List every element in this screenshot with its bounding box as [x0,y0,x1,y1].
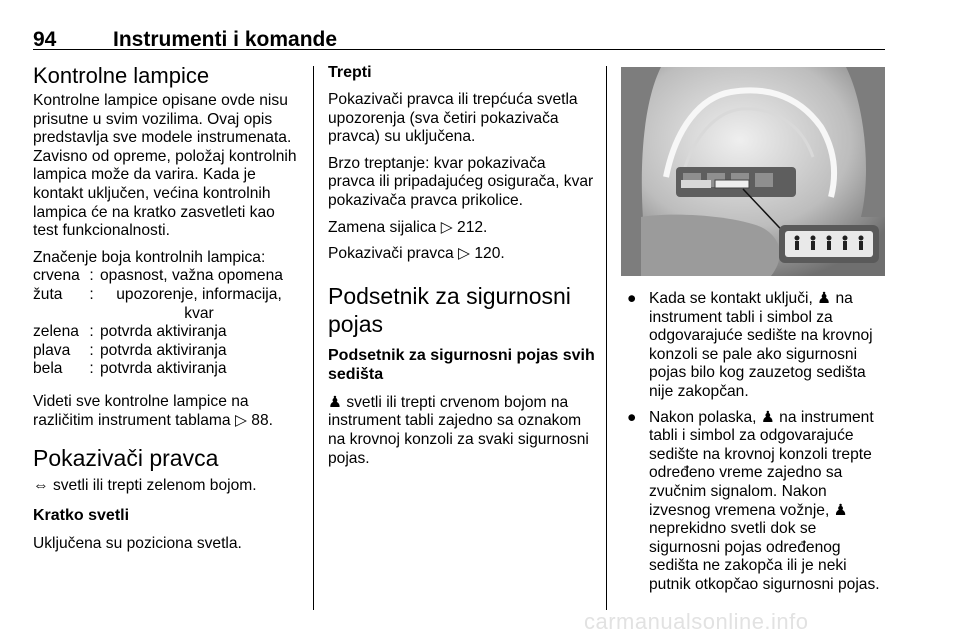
subheading-blinking: Trepti [328,64,372,81]
table-row: bela : potvrda aktiviranja [33,360,227,378]
bullet-dot-icon: ● [627,290,637,307]
column-right [621,290,887,602]
header-rule [33,49,885,50]
table-row: plava : potvrda aktiviranja [33,341,227,359]
table-row: žuta : upozorenje, informacija, kvar [33,285,282,322]
short-light-paragraph: Uključena su poziciona svetla. [33,534,242,552]
seatbelt-person-icon: ♟ [817,290,832,307]
intro-paragraph: Kontrolne lampice opisane ovde nisu prisutne u svim vozilima. Ovaj opis predstavlja sve modele instrumenata. Zavisno od opreme, položaj kontrolnih lampica može da varira. Kada je kontakt uključen, većina kontrolnih lampica će na kratko zasvetleti kao test funkcionalnosti. [33,92,297,240]
column-middle [328,63,596,468]
list-item: ● Nakon polaska, ♟ na instrument tabli i simbol za odgovarajuće sedište na krovnoj konzoli trepte određeno vreme zajedno sa zvučnim signalom. Nakon izvesnog vremena vožnje, ♟ neprekidno svetli dok se sigurnosni pojas određenog sedišta ne zakopča ili je neki putnik otkopčao sigurnosni pojas. [627,408,880,593]
bulb-reference: Zamena sijalica ▷ 212. [328,218,488,236]
table-row: crvena : opasnost, važna opomena [33,267,283,285]
page-reference-arrow-icon: ▷ [440,218,453,236]
table-row: zelena : potvrda aktiviranja [33,323,227,341]
subheading-short-light: Kratko svetli [33,506,130,524]
chapter-title: Instrumenti i komande [113,28,338,51]
column-divider-left [313,66,314,610]
turn-signal-arrows-icon: ⇔ [33,477,49,495]
overhead-console-photo [621,67,885,276]
seatbelt-person-icon: ♟ [328,393,342,411]
site-watermark: carmanualsonline.info [584,609,809,634]
blinking-paragraph: Pokazivači pravca ili trepćuća svetla upozorenja (sva četiri pokazivača pravca) su uključena. [328,91,578,146]
bullet-dot-icon: ● [627,408,637,426]
fast-blinking-paragraph: Brzo treptanje: kvar pokazivača pravca ili pripadajućeg osigurača, kvar pokazivača pravca prikolice. [328,154,594,209]
seatbelt-paragraph: ♟ svetli ili trepti crvenom bojom na instrument tabli zajedno sa oznakom na krovnoj konzoli za svaki sigurnosni pojas. [328,393,589,467]
turn-signal-reference: Pokazivači pravca ▷ 120. [328,245,505,263]
page-reference-arrow-icon: ▷ [234,411,247,429]
list-item: ● Kada se kontakt uključi, ♟ na instrument tabli i simbol za odgovarajuće sedište na krovnoj konzoli se pale ako sigurnosni pojas bilo kog zauzetog sedišta nije zakopčan. [627,290,873,400]
colors-intro: Značenje boja kontrolnih lampica: [33,248,266,266]
section-heading-turn-signals: Pokazivači pravca [33,445,219,472]
section-heading-seatbelt-reminder: Podsetnik za sigurnosni pojas [328,282,571,337]
column-divider-right [606,66,607,610]
seatbelt-person-icon: ♟ [760,408,775,426]
page-number: 94 [33,28,57,51]
page-reference-arrow-icon: ▷ [458,245,471,263]
see-also-paragraph: Videti sve kontrolne lampice na različitim instrument tablama ▷ 88. [33,392,273,429]
subheading-all-seats: Podsetnik za sigurnosni pojas svih sedišta [328,346,595,383]
column-left [33,63,298,553]
turn-signal-paragraph: ⇔ svetli ili trepti zelenom bojom. [33,477,257,495]
section-heading-warning-lights: Kontrolne lampice [33,63,210,88]
seatbelt-person-icon: ♟ [833,501,848,519]
page-header [0,0,960,52]
color-meaning-table [33,267,298,379]
